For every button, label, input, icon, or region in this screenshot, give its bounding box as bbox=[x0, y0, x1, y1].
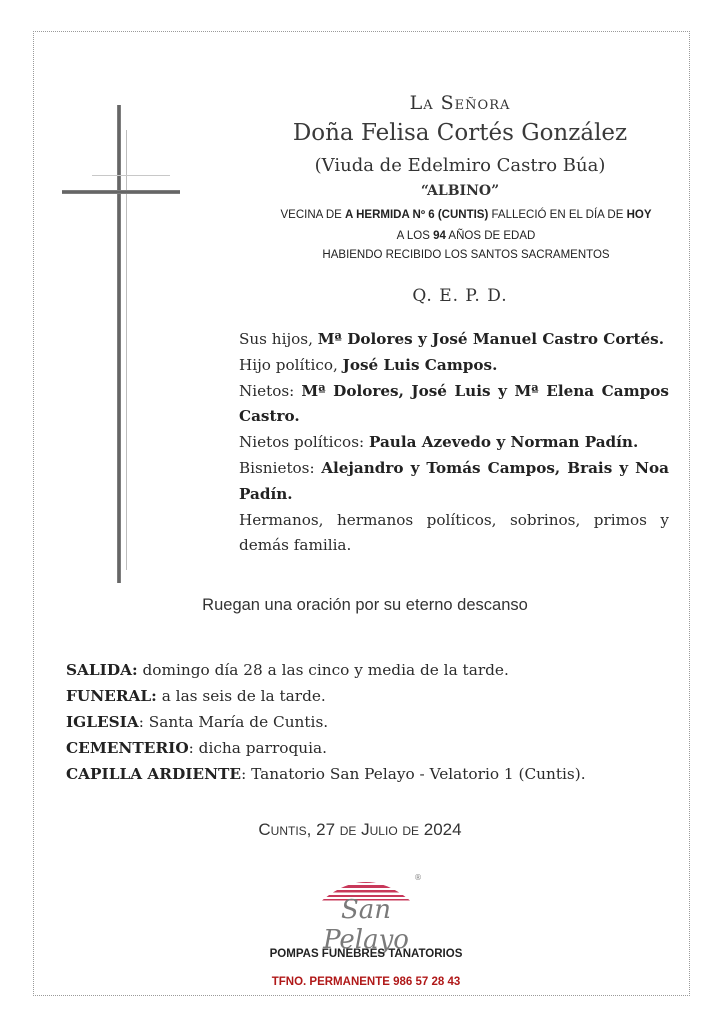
phone-line: TFNO. PERMANENTE 986 57 28 43 bbox=[271, 976, 461, 988]
detail-row: IGLESIA: Santa María de Cuntis. bbox=[66, 713, 329, 731]
detail-row: FUNERAL: a las seis de la tarde. bbox=[66, 687, 326, 705]
cross-shadow bbox=[126, 130, 127, 570]
date-line: Cuntis, 27 de Julio de 2024 bbox=[258, 820, 462, 839]
family-item: Nietos: Mª Dolores, José Luis y Mª Elena Campos Castro. bbox=[239, 381, 669, 426]
service-details bbox=[66, 657, 676, 787]
cross-arm bbox=[62, 190, 180, 194]
registered-mark: ® bbox=[414, 873, 422, 882]
cross-arm-shadow bbox=[92, 175, 170, 176]
detail-row: CEMENTERIO: dicha parroquia. bbox=[66, 739, 328, 757]
notice-line-3: HABIENDO RECIBIDO LOS SANTOS SACRAMENTOS bbox=[322, 249, 610, 261]
family-list bbox=[239, 327, 669, 559]
deceased-name: Doña Felisa Cortés González bbox=[292, 120, 628, 146]
notice-line-2: A LOS 94 AÑOS DE EDAD bbox=[396, 230, 536, 242]
title-line: La Señora bbox=[409, 92, 511, 114]
company-name: POMPAS FUNEBRES TANATORIOS bbox=[269, 948, 463, 960]
detail-row: SALIDA: domingo día 28 a las cinco y media de la tarde. bbox=[66, 661, 509, 679]
detail-row: CAPILLA ARDIENTE: Tanatorio San Pelayo - Velatorio 1 (Cuntis). bbox=[66, 765, 586, 783]
alias: “ALBINO” bbox=[420, 183, 500, 199]
family-item: Sus hijos, Mª Dolores y José Manuel Castro Cortés. bbox=[239, 330, 664, 348]
family-item: Bisnietos: Alejandro y Tomás Campos, Brais y Noa Padín. bbox=[239, 458, 669, 503]
family-item: Hermanos, hermanos políticos, sobrinos, primos y demás familia. bbox=[239, 510, 669, 555]
family-item: Nietos políticos: Paula Azevedo y Norman Padín. bbox=[239, 433, 639, 452]
cross-icon bbox=[117, 105, 121, 583]
widow-of: (Viuda de Edelmiro Castro Búa) bbox=[314, 155, 606, 176]
logo-wordmark: San Pelayo bbox=[323, 895, 409, 955]
notice-line-1: VECINA DE A HERMIDA Nº 6 (CUNTIS) FALLECIÓ EN EL DÍA DE HOY bbox=[280, 209, 652, 221]
family-item: Hijo político, José Luis Campos. bbox=[239, 355, 498, 374]
prayer-request: Ruegan una oración por su eterno descanso bbox=[202, 596, 528, 614]
qepd: Q. E. P. D. bbox=[412, 286, 508, 306]
